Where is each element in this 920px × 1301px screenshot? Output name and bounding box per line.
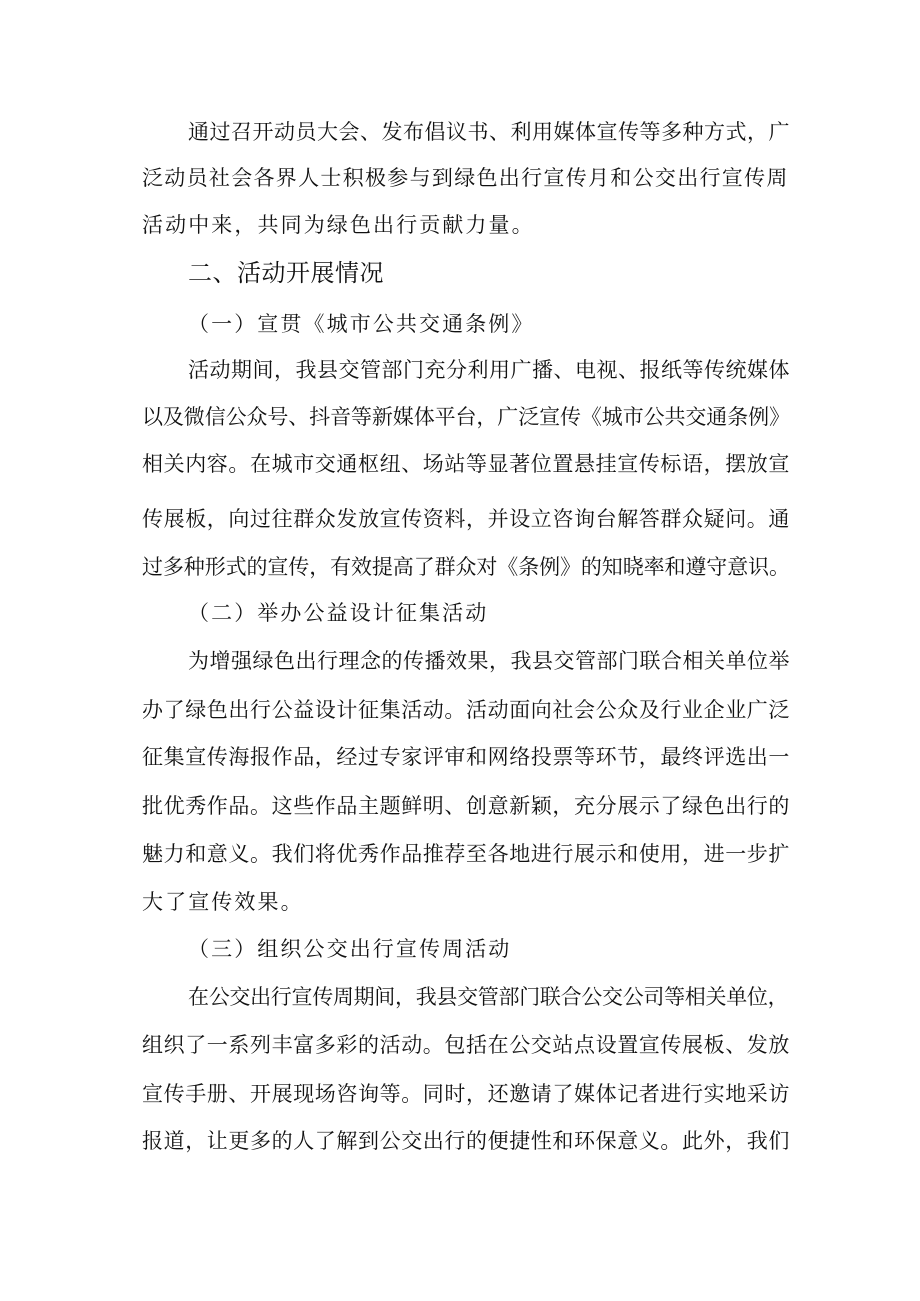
paragraph-line: 批优秀作品。这些作品主题鲜明、创意新颖，充分展示了绿色出行的 bbox=[142, 794, 790, 818]
section-heading: 二、活动开展情况 bbox=[188, 259, 384, 287]
paragraph-line: 传展板，向过往群众发放宣传资料，并设立咨询台解答群众疑问。通 bbox=[142, 507, 790, 531]
subsection-title: （一）宣贯《城市公共交通条例》 bbox=[188, 312, 535, 336]
paragraph-line: 在公交出行宣传周期间，我县交管部门联合公交公司等相关单位， bbox=[188, 985, 789, 1009]
paragraph-line: 组织了一系列丰富多彩的活动。包括在公交站点设置宣传展板、发放 bbox=[142, 1033, 790, 1057]
paragraph-line: 报道，让更多的人了解到公交出行的便捷性和环保意义。此外，我们 bbox=[142, 1129, 790, 1153]
paragraph-line: 活动期间，我县交管部门充分利用广播、电视、报纸等传统媒体 bbox=[188, 358, 790, 382]
paragraph-line: 为增强绿色出行理念的传播效果，我县交管部门联合相关单位举 bbox=[188, 649, 790, 673]
paragraph-line: 宣传手册、开展现场咨询等。同时，还邀请了媒体记者进行实地采访 bbox=[142, 1082, 790, 1106]
paragraph-line: 活动中来，共同为绿色出行贡献力量。 bbox=[142, 213, 535, 237]
paragraph-line: 征集宣传海报作品，经过专家评审和网络投票等环节，最终评选出一 bbox=[142, 745, 790, 769]
paragraph-line: 办了绿色出行公益设计征集活动。活动面向社会公众及行业企业广泛 bbox=[142, 698, 790, 722]
paragraph-line: 魅力和意义。我们将优秀作品推荐至各地进行展示和使用，进一步扩 bbox=[142, 842, 790, 866]
paragraph-line: 泛动员社会各界人士积极参与到绿色出行宣传月和公交出行宣传周 bbox=[142, 166, 789, 190]
paragraph-line: 以及微信公众号、抖音等新媒体平台，广泛宣传《城市公共交通条例》 bbox=[142, 405, 790, 429]
subsection-title: （二）举办公益设计征集活动 bbox=[188, 601, 489, 625]
subsection-title: （三）组织公交出行宣传周活动 bbox=[188, 937, 512, 961]
paragraph-line: 过多种形式的宣传，有效提高了群众对《条例》的知晓率和遵守意识。 bbox=[142, 555, 790, 579]
paragraph-line: 相关内容。在城市交通枢纽、场站等显著位置悬挂宣传标语，摆放宣 bbox=[142, 452, 790, 476]
paragraph-line: 大了宣传效果。 bbox=[142, 890, 304, 914]
paragraph-line: 通过召开动员大会、发布倡议书、利用媒体宣传等多种方式，广 bbox=[188, 120, 790, 144]
